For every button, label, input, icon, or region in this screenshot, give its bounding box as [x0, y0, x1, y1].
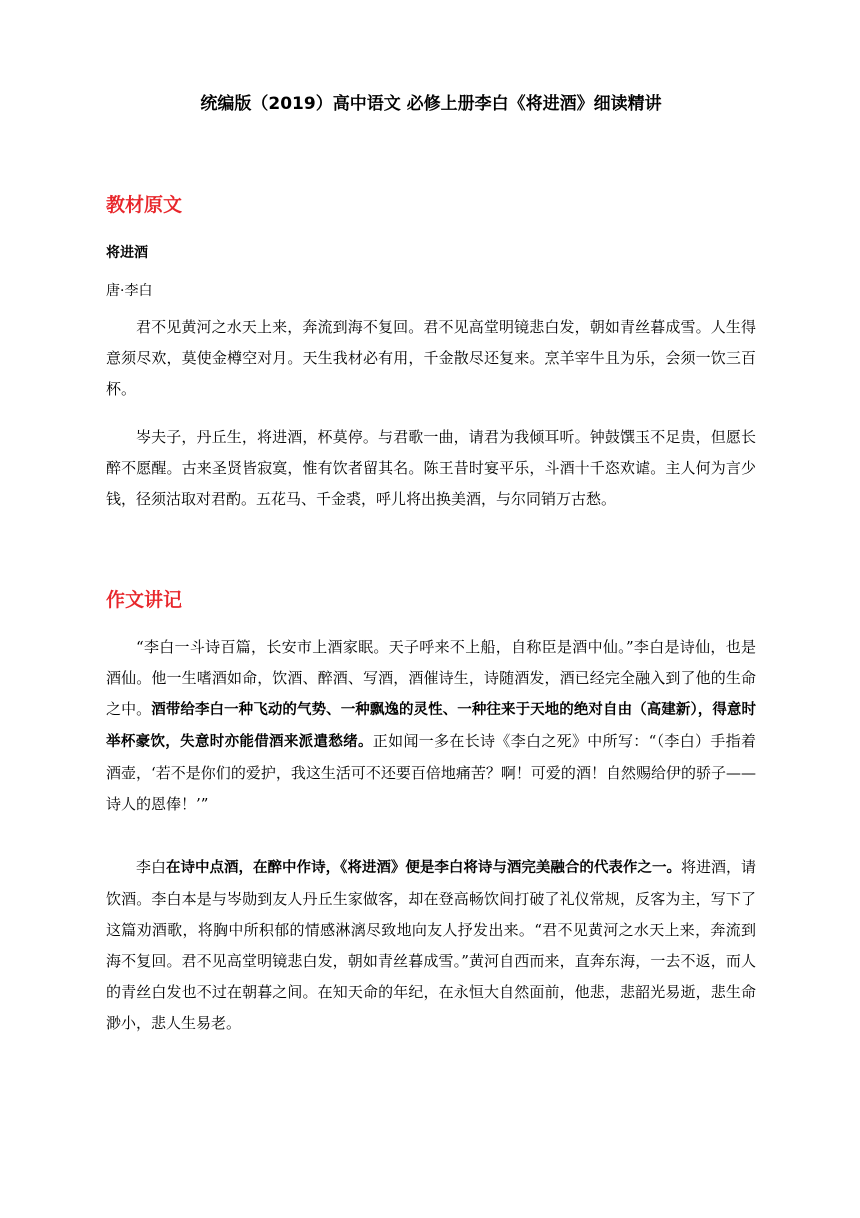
essay-paragraph-1-bold: 酒带给李白一种飞动的气势、一种飘逸的灵性、一种往来于天地的绝对自由（高建新），得意时举杯豪饮，失意时亦能借酒来派遣愁绪。 [106, 702, 756, 750]
essay-paragraph-2-text-a: 李白 [136, 858, 167, 876]
document-title: 统编版（2019）高中语文 必修上册李白《将进酒》细读精讲 [200, 94, 662, 114]
essay-paragraph-2 [106, 852, 756, 1039]
poem-title: 将进酒 [106, 245, 148, 261]
essay-paragraph-2-bold: 在诗中点酒，在醉中作诗，《将进酒》便是李白将诗与酒完美融合的代表作之一。 [166, 860, 681, 876]
essay-paragraph-1 [106, 632, 756, 820]
poem-author: 唐·李白 [106, 283, 153, 299]
poem-paragraph-2: 岑夫子，丹丘生，将进酒，杯莫停。与君歌一曲，请君为我倾耳听。钟鼓馔玉不足贵，但愿长醉不愿醒。古来圣贤皆寂寞，惟有饮者留其名。陈王昔时宴平乐，斗酒十千恣欢谑。主人何为言少钱，径须沽取对君酌。五花马、千金裘，呼儿将出换美酒，与尔同销万古愁。 [106, 428, 756, 508]
essay-paragraph-2-text-c: 将进酒，请饮酒。李白本是与岑勋到友人丹丘生家做客，却在登高畅饮间打破了礼仪常规，反客为主，写下了这篇劝酒歌，将胸中所积郁的情感淋漓尽致地向友人抒发出来。“君不见黄河之水天上来，奔流到海不复回。君不见高堂明镜悲白发，朝如青丝暮成雪。”黄河自西而来，直奔东海，一去不返，而人的青丝白发也不过在朝暮之间。在知天命的年纪，在永恒大自然面前，他悲，悲韶光易逝，悲生命渺小，悲人生易老。 [106, 858, 756, 1032]
essay-paragraph-1-text-a: “李白一斗诗百篇，长安市上酒家眠。天子呼来不上船，自称臣是酒中仙。”李白是诗仙，也是酒仙。他一生嗜酒如命，饮酒、醉酒、写酒，酒催诗生，诗随酒发，酒已经完全融入到了他的生命之中。 [106, 638, 756, 718]
section-heading-essay-notes: 作文讲记 [106, 589, 183, 611]
poem-paragraph-1: 君不见黄河之水天上来，奔流到海不复回。君不见高堂明镜悲白发，朝如青丝暮成雪。人生得意须尽欢，莫使金樽空对月。天生我材必有用，千金散尽还复来。烹羊宰牛且为乐，会须一饮三百杯。 [106, 318, 756, 398]
section-heading-textbook-original: 教材原文 [106, 194, 183, 216]
essay-paragraph-1-text-c: 正如闻一多在长诗《李白之死》中所写：“（李白）手指着酒壶，‘若不是你们的爱护，我这生活可不还要百倍地痛苦？啊！可爱的酒！自然赐给伊的骄子——诗人的恩俸！’” [106, 732, 757, 813]
